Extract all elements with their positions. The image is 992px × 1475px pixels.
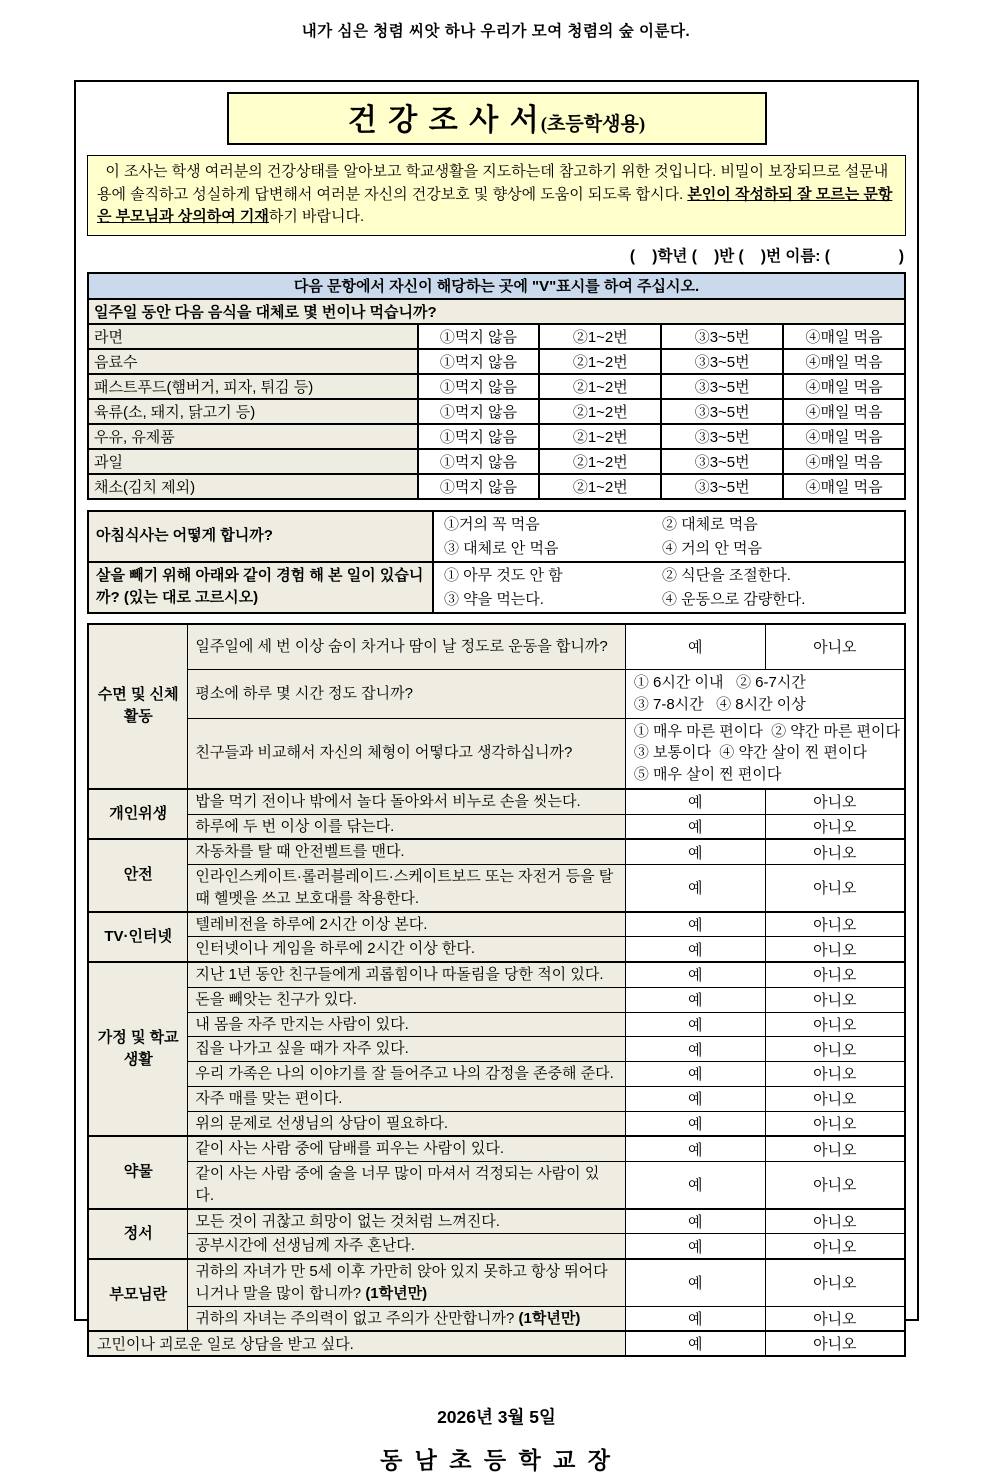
no-cell: 아니오 (765, 789, 905, 814)
yes-cell: 예 (625, 814, 765, 839)
form-title-sub: (초등학생용) (540, 114, 646, 135)
table-row (88, 1234, 905, 1259)
food-option-cell: ③3~5번 (661, 349, 783, 374)
option-line: ⑤ 매우 살이 찐 편이다 (633, 766, 782, 783)
food-option-cell: ③3~5번 (661, 424, 783, 449)
options-cell (625, 718, 905, 789)
answer-option: ② 식단을 조절한다. (662, 566, 791, 584)
question-cell: 인라인스케이트·롤러블레이드·스케이트보드 또는 자전거 등을 탈 때 헬멧을 쓰고 보호대를 착용한다. (188, 865, 625, 912)
table-row (88, 670, 905, 719)
food-option-cell: ②1~2번 (539, 374, 661, 399)
question-cell: 일주일에 세 번 이상 숨이 차거나 땀이 날 정도로 운동을 합니까? (188, 624, 625, 670)
table-row (88, 1136, 905, 1161)
food-option-cell: ①먹지 않음 (418, 424, 540, 449)
food-option-cell: ④매일 먹음 (783, 449, 905, 474)
food-option-cell: ①먹지 않음 (418, 399, 540, 424)
option-line: ① 매우 마른 편이다 ② 약간 마른 편이다 (633, 722, 901, 740)
question-cell: 우리 가족은 나의 이야기를 잘 들어주고 나의 감정을 존중해 준다. (188, 1062, 625, 1087)
question-cell (188, 1259, 625, 1306)
no-cell: 아니오 (765, 1037, 905, 1062)
question-text: 귀하의 자녀는 주의력이 없고 주의가 산만합니까? (195, 1309, 519, 1327)
table-row (88, 912, 905, 937)
food-option-cell: ②1~2번 (539, 449, 661, 474)
yes-cell: 예 (625, 962, 765, 987)
table-row (88, 937, 905, 962)
category-cell: 약물 (88, 1136, 188, 1208)
no-cell: 아니오 (765, 1136, 905, 1161)
question-bold-note: (1학년만) (365, 1284, 428, 1302)
table-row (88, 962, 905, 987)
food-option-cell: ①먹지 않음 (418, 374, 540, 399)
food-item-label: 우유, 유제품 (88, 424, 418, 449)
food-option-cell: ②1~2번 (539, 399, 661, 424)
yes-cell: 예 (625, 1306, 765, 1331)
no-cell: 아니오 (765, 912, 905, 937)
yes-cell: 예 (625, 1162, 765, 1209)
food-option-cell: ②1~2번 (539, 474, 661, 499)
no-cell: 아니오 (765, 1209, 905, 1234)
table-row (88, 789, 905, 814)
question-cell: 텔레비전을 하루에 2시간 이상 본다. (188, 912, 625, 937)
form-title-box (227, 92, 767, 145)
food-item-label: 라면 (88, 324, 418, 349)
no-cell: 아니오 (765, 1331, 905, 1356)
yes-cell: 예 (625, 1331, 765, 1356)
question-text: 귀하의 자녀가 만 5세 이후 가만히 앉아 있지 못하고 항상 뛰어다니거나 말을 많이 합니까? (195, 1263, 608, 1302)
table-row (88, 1062, 905, 1087)
question-cell: 친구들과 비교해서 자신의 체형이 어떻다고 생각하십니까? (188, 718, 625, 789)
table-row (88, 1162, 905, 1209)
option-line: ① 6시간 이내 ② 6-7시간 (633, 674, 806, 691)
table-instruction: 다음 문항에서 자신이 해당하는 곳에 "V"표시를 하여 주십시오. (88, 273, 905, 299)
food-item-label: 음료수 (88, 349, 418, 374)
table-row (88, 987, 905, 1012)
question-cell: 자주 매를 맞는 편이다. (188, 1086, 625, 1111)
food-option-cell: ③3~5번 (661, 399, 783, 424)
question-cell: 밥을 먹기 전이나 밖에서 놀다 돌아와서 비누로 손을 씻는다. (188, 789, 625, 814)
form-container (74, 80, 919, 1474)
table-row (88, 718, 905, 789)
no-cell: 아니오 (765, 1259, 905, 1306)
food-option-cell: ③3~5번 (661, 374, 783, 399)
no-cell: 아니오 (765, 987, 905, 1012)
question-cell: 인터넷이나 게임을 하루에 2시간 이상 한다. (188, 937, 625, 962)
question-cell: 평소에 하루 몇 시간 정도 잡니까? (188, 670, 625, 719)
no-cell: 아니오 (765, 865, 905, 912)
table-row (88, 1037, 905, 1062)
question-bold-note: (1학년만) (518, 1309, 581, 1327)
food-option-cell: ①먹지 않음 (418, 324, 540, 349)
food-option-cell: ④매일 먹음 (783, 474, 905, 499)
question-cell: 공부시간에 선생님께 자주 혼난다. (188, 1234, 625, 1259)
question-cell: 돈을 빼앗는 친구가 있다. (188, 987, 625, 1012)
yes-cell: 예 (625, 1062, 765, 1087)
food-option-cell: ①먹지 않음 (418, 349, 540, 374)
food-option-cell: ②1~2번 (539, 349, 661, 374)
answer-option: ①거의 꼭 먹음 (444, 515, 540, 533)
answer-option: ④ 운동으로 감량한다. (662, 590, 806, 608)
table-row (88, 1306, 905, 1331)
no-cell: 아니오 (765, 962, 905, 987)
question-cell: 지난 1년 동안 친구들에게 괴롭힘이나 따돌림을 당한 적이 있다. (188, 962, 625, 987)
yes-cell: 예 (625, 1209, 765, 1234)
no-cell: 아니오 (765, 1234, 905, 1259)
options-cell (625, 670, 905, 719)
food-item-label: 패스트푸드(햄버거, 피자, 튀김 등) (88, 374, 418, 399)
category-cell: 가정 및 학교생활 (88, 962, 188, 1136)
question-cell: 모든 것이 귀찮고 희망이 없는 것처럼 느껴진다. (188, 1209, 625, 1234)
date-line: 2026년 3월 5일 (437, 1407, 556, 1428)
meal-habit-table (87, 510, 906, 614)
no-cell: 아니오 (765, 1111, 905, 1136)
answer-options-cell (433, 511, 905, 562)
question-cell: 집을 나가고 싶을 때가 자주 있다. (188, 1037, 625, 1062)
answer-option: ③ 대체로 안 먹음 (444, 539, 559, 557)
no-cell: 아니오 (765, 1012, 905, 1037)
food-option-cell: ①먹지 않음 (418, 474, 540, 499)
option-line: ③ 보통이다 ④ 약간 살이 찐 편이다 (633, 744, 867, 762)
food-option-cell: ③3~5번 (661, 324, 783, 349)
health-survey-table (87, 623, 906, 1358)
yes-cell: 예 (625, 912, 765, 937)
food-item-label: 채소(김치 제외) (88, 474, 418, 499)
question-cell: 위의 문제로 선생님의 상담이 필요하다. (188, 1111, 625, 1136)
question-cell: 내 몸을 자주 만지는 사람이 있다. (188, 1012, 625, 1037)
option-line: ③ 7-8시간 ④ 8시간 이상 (633, 695, 806, 713)
yes-cell: 예 (625, 789, 765, 814)
food-option-cell: ④매일 먹음 (783, 349, 905, 374)
food-option-cell: ④매일 먹음 (783, 424, 905, 449)
no-cell: 아니오 (765, 814, 905, 839)
yes-cell: 예 (625, 1012, 765, 1037)
question-cell: 아침식사는 어떻게 합니까? (88, 511, 433, 562)
yes-cell: 예 (625, 937, 765, 962)
yes-cell: 예 (625, 1037, 765, 1062)
food-option-cell: ③3~5번 (661, 474, 783, 499)
yes-cell: 예 (625, 1259, 765, 1306)
answer-option: ② 대체로 먹음 (662, 515, 758, 533)
category-cell: 안전 (88, 839, 188, 911)
category-cell: TV·인터넷 (88, 912, 188, 963)
table-row (88, 1086, 905, 1111)
yes-cell: 예 (625, 1136, 765, 1161)
answer-option: ① 아무 것도 안 함 (444, 566, 563, 584)
food-option-cell: ④매일 먹음 (783, 399, 905, 424)
form-title: 건 강 조 사 서 (347, 104, 541, 137)
category-cell: 부모님란 (88, 1259, 188, 1331)
question-cell: 같이 사는 사람 중에 담배를 피우는 사람이 있다. (188, 1136, 625, 1161)
yes-cell: 예 (625, 1111, 765, 1136)
intro-notice (87, 155, 906, 236)
food-option-cell: ②1~2번 (539, 324, 661, 349)
table-row (88, 814, 905, 839)
table-row (88, 474, 905, 499)
table-row (88, 1209, 905, 1234)
signature-line: 동 남 초 등 학 교 장 (380, 1447, 613, 1474)
question-cell: 살을 빼기 위해 아래와 같이 경험 해 본 일이 있습니까? (있는 대로 고르시오) (88, 562, 433, 613)
category-cell: 수면 및 신체활동 (88, 624, 188, 789)
yes-cell: 예 (625, 865, 765, 912)
yes-cell: 예 (625, 987, 765, 1012)
table-row (88, 449, 905, 474)
food-option-cell: ③3~5번 (661, 449, 783, 474)
question-cell: 고민이나 괴로운 일로 상담을 받고 싶다. (88, 1331, 625, 1356)
no-cell: 아니오 (765, 937, 905, 962)
question-cell: 자동차를 탈 때 안전벨트를 맨다. (188, 839, 625, 864)
table-row (88, 424, 905, 449)
question-cell: 같이 사는 사람 중에 술을 너무 많이 마셔서 걱정되는 사람이 있다. (188, 1162, 625, 1209)
no-cell: 아니오 (765, 1086, 905, 1111)
table-row (88, 511, 905, 562)
food-item-label: 과일 (88, 449, 418, 474)
food-question: 일주일 동안 다음 음식을 대체로 몇 번이나 먹습니까? (88, 299, 905, 324)
food-option-cell: ④매일 먹음 (783, 324, 905, 349)
no-cell: 아니오 (765, 1162, 905, 1209)
table-row (88, 865, 905, 912)
no-cell: 아니오 (765, 624, 905, 670)
table-row (88, 562, 905, 613)
table-row (88, 1259, 905, 1306)
category-cell: 정서 (88, 1209, 188, 1260)
intro-text: 이 조사는 학생 여러분의 건강상태를 알아보고 학교생활을 지도하는데 참고하기 위한 것입니다. 비밀이 보장되므로 설문내용에 솔직하고 성실하게 답변해서 여러분 자신의 건강보호 및 향상에 도움이 되도록 합시다. (97, 163, 889, 203)
food-option-cell: ①먹지 않음 (418, 449, 540, 474)
table-instruction-row (88, 273, 905, 299)
no-cell: 아니오 (765, 1306, 905, 1331)
table-row (88, 349, 905, 374)
table-row (88, 1111, 905, 1136)
category-cell: 개인위생 (88, 789, 188, 840)
food-option-cell: ④매일 먹음 (783, 374, 905, 399)
table-row (88, 374, 905, 399)
yes-cell: 예 (625, 839, 765, 864)
answer-option: ③ 약을 먹는다. (444, 590, 544, 608)
student-info-line: ( )학년 ( )반 ( )번 이름: ( ) (629, 247, 904, 265)
yes-cell: 예 (625, 1234, 765, 1259)
no-cell: 아니오 (765, 839, 905, 864)
food-item-label: 육류(소, 돼지, 닭고기 등) (88, 399, 418, 424)
table-row (88, 324, 905, 349)
food-frequency-table (87, 272, 906, 500)
question-cell: 하루에 두 번 이상 이를 닦는다. (188, 814, 625, 839)
table-row (88, 624, 905, 670)
food-option-cell: ②1~2번 (539, 424, 661, 449)
answer-option: ④ 거의 안 먹음 (662, 539, 762, 557)
food-question-row (88, 299, 905, 324)
table-row (88, 839, 905, 864)
page-slogan: 내가 심은 청렴 씨앗 하나 우리가 모여 청렴의 숲 이룬다. (301, 23, 691, 40)
yes-cell: 예 (625, 1086, 765, 1111)
answer-options-cell (433, 562, 905, 613)
yes-cell: 예 (625, 624, 765, 670)
table-row (88, 1331, 905, 1356)
intro-emphasis: 본인이 작성하되 잘 모르는 문항은 부모님과 상의하여 기재 (97, 185, 893, 225)
table-row (88, 1012, 905, 1037)
question-cell (188, 1306, 625, 1331)
table-row (88, 399, 905, 424)
no-cell: 아니오 (765, 1062, 905, 1087)
intro-tail: 하기 바랍니다. (268, 208, 365, 225)
